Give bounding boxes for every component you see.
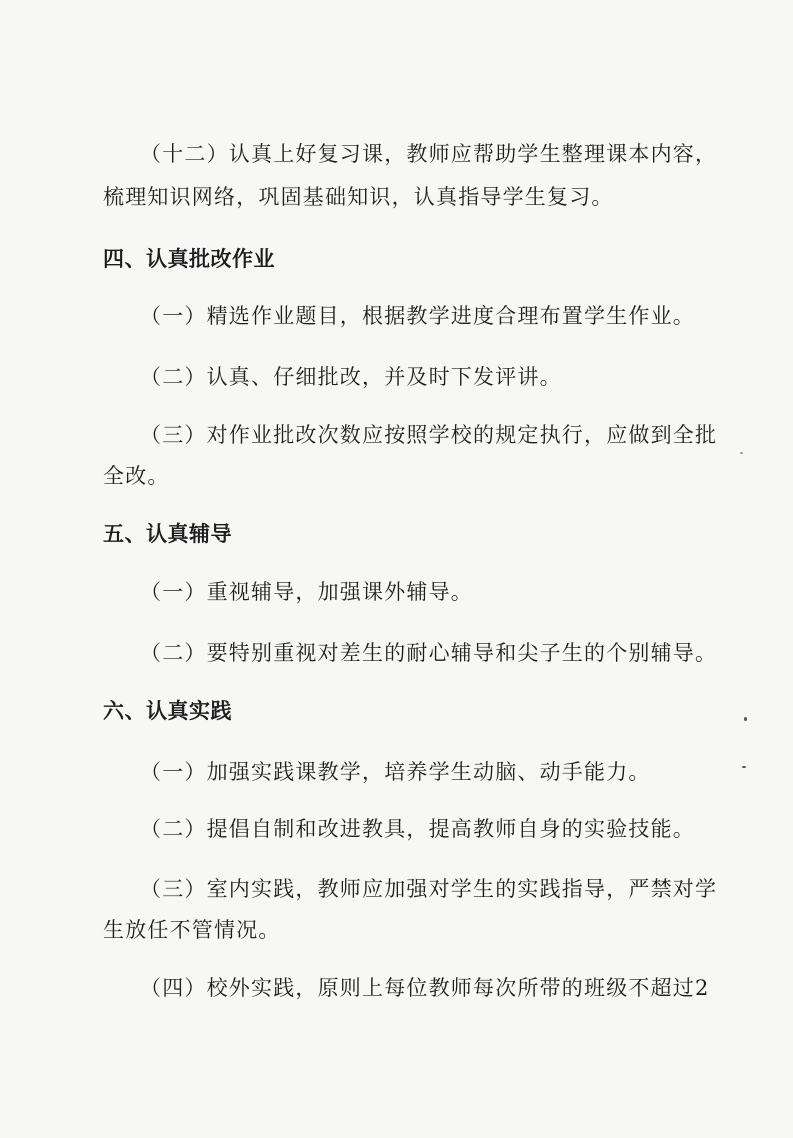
section-4-item-3-line-2: 全改。 — [103, 464, 170, 488]
section-6-item-3-line-2: 生放任不管情况。 — [103, 918, 281, 942]
scan-speck — [744, 717, 747, 721]
section-4-item-1: （一）精选作业题目，根据教学进度合理布置学生作业。 — [140, 304, 695, 328]
section-4-item-2: （二）认真、仔细批改，并及时下发评讲。 — [140, 365, 562, 389]
scan-speck — [742, 766, 746, 768]
section-4-item-3-line-1: （三）对作业批改次数应按照学校的规定执行，应做到全批 — [140, 423, 718, 447]
paragraph-12-line-2: 梳理知识网络，巩固基础知识，认真指导学生复习。 — [103, 185, 614, 209]
section-6-item-2: （二）提倡自制和改进教具，提高教师自身的实验技能。 — [140, 817, 695, 841]
section-5-item-2: （二）要特别重视对差生的耐心辅导和尖子生的个别辅导。 — [140, 641, 718, 665]
paragraph-12-line-1: （十二）认真上好复习课，教师应帮助学生整理课本内容， — [140, 142, 718, 166]
section-6-item-1: （一）加强实践课教学，培养学生动脑、动手能力。 — [140, 760, 651, 784]
section-5-item-1: （一）重视辅导，加强课外辅导。 — [140, 580, 473, 604]
section-5-heading: 五、认真辅导 — [103, 522, 232, 546]
scan-speck — [740, 452, 743, 454]
section-4-heading: 四、认真批改作业 — [103, 247, 275, 271]
section-6-item-3-line-1: （三）室内实践，教师应加强对学生的实践指导，严禁对学 — [140, 877, 718, 901]
section-6-heading: 六、认真实践 — [103, 699, 232, 723]
section-6-item-4-line-1: （四）校外实践，原则上每位教师每次所带的班级不超过2 — [140, 976, 710, 1000]
